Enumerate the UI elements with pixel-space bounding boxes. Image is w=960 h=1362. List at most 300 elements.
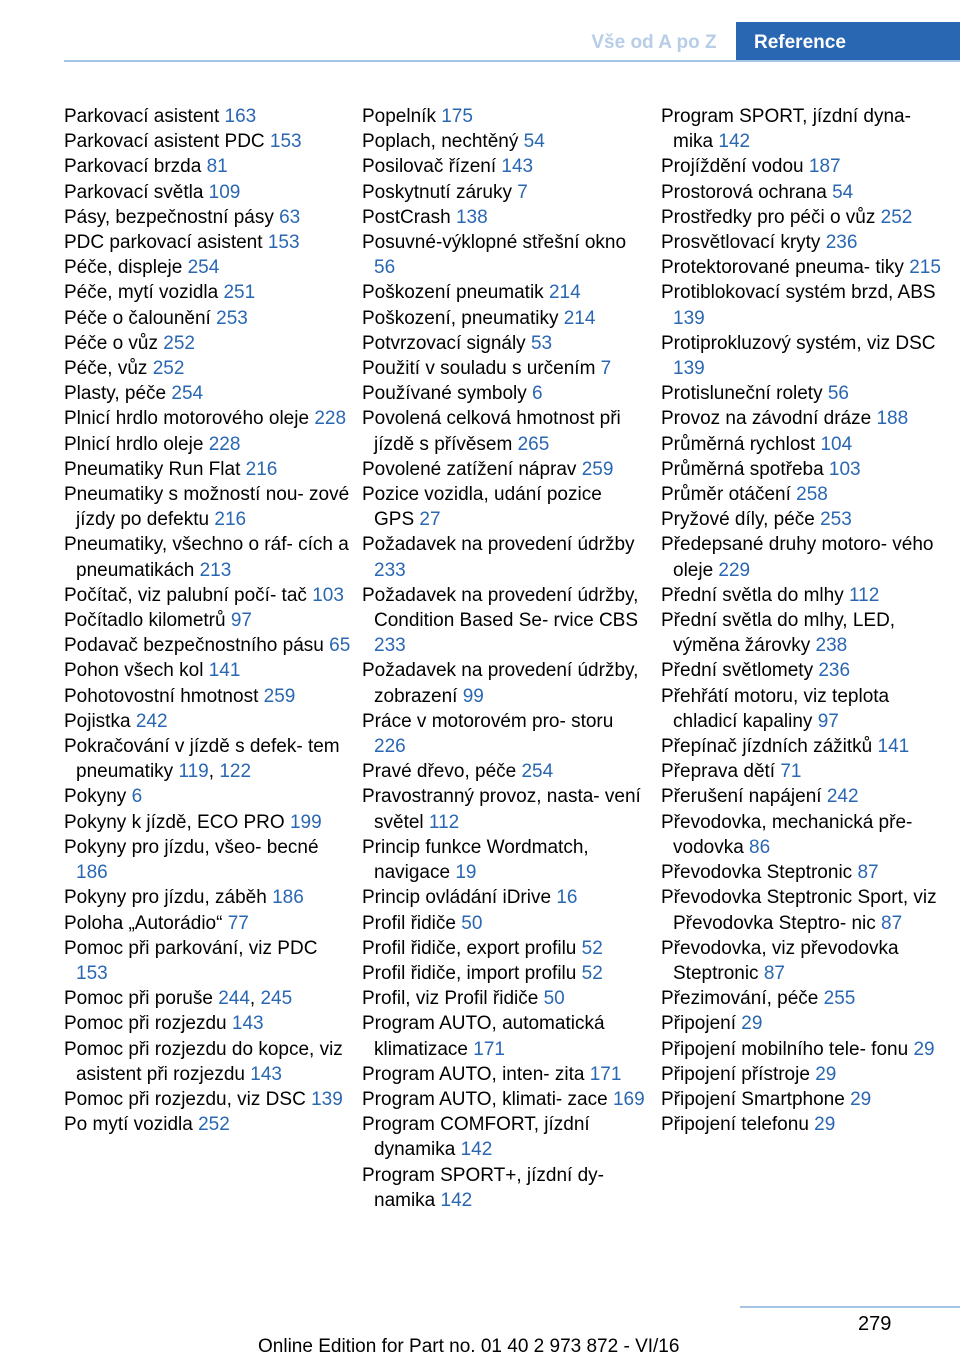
page-link[interactable]: 254 (187, 257, 220, 279)
index-term: Pokyny k jízdě, ECO PRO (64, 811, 290, 833)
index-entry (64, 1011, 354, 1036)
index-term: Povolená celková hmotnost při jízdě s přívěsem (362, 408, 621, 455)
index-entry (64, 406, 354, 431)
index-entry (661, 507, 951, 532)
index-term: Prosvětlovací kryty (661, 232, 826, 254)
index-entry (661, 280, 951, 330)
index-entry (64, 104, 354, 129)
page-link[interactable]: 228 (314, 408, 347, 430)
index-entry (661, 684, 951, 734)
index-term: Průměrná spotřeba (661, 458, 829, 480)
page-link[interactable]: 99 (462, 685, 484, 707)
page-link[interactable]: 259 (581, 458, 614, 480)
index-entry (64, 381, 354, 406)
index-term: Prostředky pro péči o vůz (661, 206, 881, 228)
index-entry (661, 860, 951, 885)
page-link[interactable]: 238 (815, 635, 848, 657)
index-term: Péče o vůz (64, 332, 164, 354)
page-link[interactable]: 63 (279, 206, 301, 228)
index-term: Poškození, pneumatiky (362, 307, 564, 329)
index-term: Plnicí hrdlo motorového oleje (64, 408, 315, 430)
index-term: Program COMFORT, jízdní dynamika (362, 1114, 590, 1161)
page-link[interactable]: 142 (718, 131, 751, 153)
index-term: Přerušení napájení (661, 786, 827, 808)
page-link[interactable]: 244 (218, 988, 250, 1010)
page-link[interactable]: 186 (272, 887, 304, 909)
index-entry (661, 482, 951, 507)
index-term: Protektorované pneuma- tiky (661, 257, 910, 279)
index-entry (64, 532, 354, 582)
page-link[interactable]: 29 (850, 1088, 872, 1110)
index-term: Princip ovládání iDrive (362, 887, 557, 909)
index-entry (661, 406, 951, 431)
index-term: Přední světla do mlhy (661, 584, 849, 606)
index-entry: Pomoc při poruše 244, 245 (64, 988, 293, 1010)
index-entry (362, 1163, 647, 1213)
index-term: Popelník (362, 106, 442, 127)
index-entry (661, 1011, 951, 1036)
page-link[interactable]: 97 (817, 710, 839, 732)
page-link[interactable]: 153 (267, 232, 300, 254)
page-link[interactable]: 139 (673, 358, 705, 380)
index-term: Pomoc při rozjezdu do kopce, viz asistent při rozjezdu (64, 1038, 343, 1085)
page-link[interactable]: 169 (612, 1088, 645, 1110)
index-entry (64, 154, 354, 179)
index-term: Průměrná rychlost (661, 433, 821, 455)
index-entry (362, 835, 647, 885)
index-entry (64, 911, 354, 936)
index-entry (661, 255, 951, 280)
index-entry (661, 154, 951, 179)
index-entry (64, 709, 354, 734)
index-entry (362, 406, 647, 456)
index-term: Pomoc při poruše (64, 988, 219, 1010)
page-link[interactable]: 141 (877, 736, 910, 758)
index-entry (362, 1087, 647, 1112)
page-link[interactable]: 171 (589, 1063, 622, 1085)
page-link[interactable]: 52 (581, 962, 603, 984)
index-term: Použití v souladu s určením (362, 358, 601, 380)
page-link[interactable]: 86 (749, 836, 771, 858)
page-link[interactable]: 97 (230, 610, 252, 632)
index-entry (362, 936, 647, 961)
index-term: Připojení (661, 1013, 742, 1035)
page-link[interactable]: 142 (440, 1189, 473, 1211)
index-entry (661, 1112, 951, 1137)
index-entry (362, 986, 647, 1011)
page-link[interactable]: 7 (600, 358, 612, 380)
index-entry (64, 306, 354, 331)
index-term: Převodovka Steptronic (661, 862, 858, 884)
index-entry (64, 784, 354, 809)
page-link[interactable]: 122 (219, 761, 252, 783)
page-link[interactable]: 139 (673, 307, 705, 329)
index-entry (64, 432, 354, 457)
index-entry (64, 205, 354, 230)
index-entry (362, 381, 647, 406)
page-link[interactable]: 188 (876, 408, 909, 430)
index-term: Pojistka (64, 710, 136, 732)
index-entry (661, 104, 951, 154)
index-term: Požadavek na provedení údržby, Condition Based Se- rvice CBS (362, 584, 639, 632)
index-term: Péče, displeje (64, 257, 188, 279)
index-entry (64, 1037, 354, 1087)
index-entry (661, 205, 951, 230)
index-term: Počítač, viz palubní počí- tač (64, 584, 313, 606)
index-entry (64, 1087, 354, 1112)
index-entry (661, 532, 951, 582)
page-link[interactable]: 252 (880, 206, 913, 228)
index-column-2 (362, 104, 647, 1213)
index-term: Převodovka Steptronic Sport, viz Převodovka Steptro- nic (661, 887, 937, 934)
index-entry (661, 457, 951, 482)
index-entry (362, 658, 647, 708)
page-link[interactable]: 119 (178, 761, 209, 783)
page-link[interactable]: 103 (828, 458, 861, 480)
index-entry (661, 180, 951, 205)
index-term: Program SPORT+, jízdní dy- namika (362, 1164, 604, 1211)
index-term: Protiprokluzový systém, viz DSC (661, 332, 936, 354)
index-term: Práce v motorovém pro- storu (362, 710, 614, 732)
page-link[interactable]: 265 (517, 433, 550, 455)
page-link[interactable]: 199 (289, 811, 322, 833)
page-link[interactable]: 213 (199, 559, 232, 581)
index-column-1 (64, 104, 354, 1137)
index-entry (362, 1062, 647, 1087)
index-term: Protiblokovací systém brzd, ABS (661, 282, 936, 304)
page-link[interactable]: 71 (780, 761, 802, 783)
index-term: Profil, viz Profil řidiče (362, 988, 544, 1010)
index-term: Pásy, bezpečnostní pásy (64, 206, 280, 228)
index-entry (362, 1011, 647, 1061)
page-link[interactable]: 29 (741, 1013, 763, 1035)
page-link[interactable]: 187 (808, 156, 841, 178)
index-entry (661, 936, 951, 986)
index-entry (362, 331, 647, 356)
index-term: Povolené zatížení náprav (362, 458, 582, 480)
index-entry (362, 1112, 647, 1162)
index-term: Poloha „Autorádio“ (64, 912, 228, 934)
index-term: Program SPORT, jízdní dyna- mika (661, 106, 911, 153)
page-link[interactable]: 236 (825, 232, 858, 254)
page-link[interactable]: 6 (532, 383, 543, 405)
index-term: Pohon všech kol (64, 660, 209, 682)
index-entry (64, 583, 354, 608)
index-entry (362, 180, 647, 205)
index-term: Pokyny pro jízdu, záběh (64, 887, 273, 909)
page-link[interactable]: 214 (563, 307, 596, 329)
index-term: Požadavek na provedení údržby (362, 534, 635, 556)
index-term: Pneumatiky, všechno o ráf- cích a pneumatikách (64, 534, 349, 581)
index-term: Přední světla do mlhy, LED, výměna žárovky (661, 610, 896, 657)
index-entry (661, 230, 951, 255)
index-term: Počítadlo kilometrů (64, 610, 231, 632)
index-term: Přeprava dětí (661, 761, 781, 783)
index-entry (661, 381, 951, 406)
page-link[interactable]: 236 (818, 660, 851, 682)
page-link[interactable]: 87 (881, 912, 903, 934)
index-entry (362, 784, 647, 834)
index-term: Protisluneční rolety (661, 383, 828, 405)
page-link[interactable]: 143 (250, 1063, 282, 1085)
page-link[interactable]: 104 (820, 433, 853, 455)
page-link[interactable]: 233 (374, 559, 406, 581)
page-link[interactable]: 6 (131, 786, 143, 808)
index-term: Poskytnutí záruky (362, 181, 518, 203)
index-term: Pokyny pro jízdu, všeo- becné (64, 836, 319, 858)
page-link[interactable]: 233 (374, 635, 406, 657)
index-term: Pohotovostní hmotnost (64, 685, 264, 707)
index-term: Pryžové díly, péče (661, 509, 821, 531)
index-entry (362, 356, 647, 381)
page-link[interactable]: 138 (455, 206, 488, 228)
page-link[interactable]: 254 (521, 761, 554, 783)
index-entry (661, 986, 951, 1011)
index-entry (661, 432, 951, 457)
index-entry (661, 1087, 951, 1112)
index-entry (362, 709, 647, 759)
index-entry (661, 331, 951, 381)
index-entry (661, 759, 951, 784)
index-term: Poškození pneumatik (362, 282, 549, 304)
tab-index[interactable]: Vše od A po Z (591, 32, 717, 53)
index-term: Plnicí hrdlo oleje (64, 433, 209, 455)
index-term: Plasty, péče (64, 383, 172, 405)
page-link[interactable]: 87 (857, 862, 879, 884)
page-link[interactable]: 16 (556, 887, 578, 909)
index-column-3 (661, 104, 951, 1137)
index-term: Pravé dřevo, péče (362, 761, 522, 783)
index-entry (64, 684, 354, 709)
index-entry (362, 532, 647, 582)
index-entry (362, 759, 647, 784)
index-term: Provoz na závodní dráze (661, 408, 877, 430)
index-entry (64, 608, 354, 633)
index-term: Přezimování, péče (661, 988, 824, 1010)
index-term: Parkovací asistent (64, 106, 225, 127)
index-term: Převodovka, mechanická pře- vodovka (661, 811, 913, 858)
index-entry (661, 784, 951, 809)
index-term: Parkovací světla (64, 181, 209, 203)
index-term: Převodovka, viz převodovka Steptronic (661, 937, 899, 984)
page-link[interactable]: 242 (135, 710, 168, 732)
index-term: Parkovací brzda (64, 156, 207, 178)
page-link[interactable]: 153 (269, 131, 302, 153)
index-term: Používané symboly (362, 383, 533, 405)
edition-footer: Online Edition for Part no. 01 40 2 973 872 - VI/16 (258, 1336, 680, 1357)
index-term: Přední světlomety (661, 660, 819, 682)
page-link[interactable]: 253 (820, 509, 852, 531)
index-term: Parkovací asistent PDC (64, 131, 270, 153)
index-entry (64, 658, 354, 683)
index-entry (661, 810, 951, 860)
index-term: Profil řidiče (362, 912, 462, 934)
page-link[interactable]: 81 (206, 156, 228, 178)
index-entry (64, 457, 354, 482)
page-link[interactable]: 216 (245, 458, 278, 480)
page-link[interactable]: 175 (441, 106, 473, 127)
index-entry (64, 810, 354, 835)
index-entry (64, 255, 354, 280)
index-entry (64, 885, 354, 910)
index-term: PDC parkovací asistent (64, 232, 268, 254)
index-entry (362, 280, 647, 305)
page-link[interactable]: 56 (374, 257, 396, 279)
page-link[interactable]: 141 (208, 660, 241, 682)
index-term: Připojení mobilního tele- fonu (661, 1038, 914, 1060)
index-term: Připojení přístroje (661, 1063, 816, 1085)
page-link[interactable]: 252 (163, 332, 195, 354)
index-term: Připojení Smartphone (661, 1088, 851, 1110)
page-link[interactable]: 216 (214, 509, 247, 531)
page-link[interactable]: 228 (208, 433, 241, 455)
page-link[interactable]: 242 (826, 786, 859, 808)
page-link[interactable]: 54 (523, 131, 545, 153)
index-entry (64, 129, 354, 154)
page-link[interactable]: 65 (329, 635, 351, 657)
page-link[interactable]: 27 (419, 509, 441, 531)
page-link[interactable]: 54 (832, 181, 854, 203)
index-entry (64, 180, 354, 205)
page-link[interactable]: 109 (208, 181, 241, 203)
index-entry (362, 583, 647, 659)
index-term: Péče o čalounění (64, 307, 217, 329)
index-entry (64, 633, 354, 658)
index-term: Profil řidiče, export profilu (362, 937, 582, 959)
index-term: Poplach, nechtěný (362, 131, 524, 153)
page-link[interactable]: 229 (718, 559, 751, 581)
index-term: Profil řidiče, import profilu (362, 962, 582, 984)
index-entry (64, 482, 354, 532)
index-term: PostCrash (362, 206, 456, 228)
page-link[interactable]: 50 (461, 912, 483, 934)
page-link[interactable]: 171 (473, 1038, 505, 1060)
index-entry (362, 482, 647, 532)
page-link[interactable]: 143 (501, 156, 534, 178)
index-term: Program AUTO, automatická klimatizace (362, 1013, 605, 1060)
index-entry (661, 1062, 951, 1087)
index-entry (661, 1037, 951, 1062)
page-link[interactable]: 252 (198, 1114, 230, 1136)
index-entry (362, 961, 647, 986)
index-entry (362, 154, 647, 179)
page-link[interactable]: 7 (517, 181, 528, 203)
index-entry (64, 356, 354, 381)
index-term: Posilovač řízení (362, 156, 502, 178)
page-link[interactable]: 186 (76, 862, 108, 884)
index-term: Pozice vozidla, udání pozice GPS (362, 484, 602, 531)
index-entry (661, 583, 951, 608)
index-term: Princip funkce Wordmatch, navigace (362, 836, 589, 884)
index-term: Pomoc při parkování, viz PDC (64, 937, 318, 959)
page-link[interactable]: 52 (581, 937, 603, 959)
page-link[interactable]: 226 (374, 736, 406, 758)
index-term: Předepsané druhy motoro- vého oleje (661, 534, 934, 581)
index-term: Pravostranný provoz, nasta- vení světel (362, 786, 641, 833)
page-number: 279 (858, 1313, 892, 1335)
page-link[interactable]: 29 (815, 1063, 837, 1085)
page-link[interactable]: 251 (223, 282, 256, 304)
page-link[interactable]: 255 (823, 988, 856, 1010)
index-entry (362, 104, 647, 129)
index-term: Po mytí vozidla (64, 1114, 199, 1136)
page-link[interactable]: 258 (796, 484, 828, 506)
index-entry (64, 936, 354, 986)
page-link[interactable]: 139 (311, 1088, 343, 1110)
index-term: Průměr otáčení (661, 484, 797, 506)
index-entry (362, 457, 647, 482)
index-term: Prostorová ochrana (661, 181, 833, 203)
index-entry (362, 230, 647, 280)
page-link[interactable]: 153 (76, 962, 108, 984)
index-term: Přehřátí motoru, viz teplota chladicí kapaliny (661, 685, 890, 732)
page-link[interactable]: 245 (260, 988, 293, 1010)
index-term: Program AUTO, klimati- zace (362, 1088, 613, 1110)
page-link[interactable]: 103 (312, 584, 344, 606)
index-term: Požadavek na provedení údržby, zobrazení (362, 660, 639, 707)
page-link[interactable]: 252 (152, 358, 185, 380)
page-link[interactable]: 163 (224, 106, 257, 127)
index-entry (661, 885, 951, 935)
tab-reference[interactable]: Reference (736, 22, 960, 60)
index-term: Pomoc při rozjezdu, viz DSC (64, 1088, 312, 1110)
index-entry: Pokračování v jízdě s defek- tem pneumatiky 119, 122 (64, 736, 340, 783)
index-term: Připojení telefonu (661, 1114, 815, 1136)
index-entry (362, 129, 647, 154)
index-entry (64, 331, 354, 356)
index-term: Péče, mytí vozidla (64, 282, 224, 304)
page-link[interactable]: 53 (530, 332, 553, 354)
index-term: Pneumatiky s možností nou- zové jízdy po defektu (64, 484, 350, 531)
page-link[interactable]: 254 (171, 383, 204, 405)
index-term: Přepínač jízdních zážitků (661, 736, 878, 758)
page-link[interactable]: 215 (909, 257, 941, 279)
index-entry (362, 306, 647, 331)
index-entry (362, 911, 647, 936)
page-link[interactable]: 112 (848, 584, 880, 606)
index-term: Pokračování v jízdě s defek- tem pneumatiky (64, 736, 340, 783)
index-entry (362, 885, 647, 910)
index-term: Podavač bezpečnostního pásu (64, 635, 330, 657)
index-term: Péče, vůz (64, 358, 153, 380)
page-link[interactable]: 253 (216, 307, 248, 329)
page-link[interactable]: 112 (428, 811, 460, 833)
index-term: Pokyny (64, 786, 132, 808)
page-link[interactable]: 29 (913, 1038, 935, 1060)
page-link[interactable]: 142 (460, 1139, 493, 1161)
index-entry (661, 608, 951, 658)
page-link[interactable]: 77 (227, 912, 249, 934)
index-entry (64, 230, 354, 255)
page-link[interactable]: 29 (814, 1114, 836, 1136)
index-entry (362, 205, 647, 230)
page-link[interactable]: 87 (763, 962, 785, 984)
index-term: Pomoc při rozjezdu (64, 1013, 232, 1035)
page-link[interactable]: 19 (455, 862, 477, 884)
page-link[interactable]: 143 (231, 1013, 264, 1035)
index-term: Projíždění vodou (661, 156, 809, 178)
page-link[interactable]: 56 (827, 383, 849, 405)
index-term: Program AUTO, inten- zita (362, 1063, 590, 1085)
index-term: Pneumatiky Run Flat (64, 458, 246, 480)
page-link[interactable]: 214 (548, 282, 581, 304)
header-rule (64, 60, 960, 62)
page-link[interactable]: 259 (263, 685, 296, 707)
index-entry (64, 280, 354, 305)
page-link[interactable]: 50 (543, 988, 565, 1010)
index-entry (661, 658, 951, 683)
index-entry (64, 835, 354, 885)
